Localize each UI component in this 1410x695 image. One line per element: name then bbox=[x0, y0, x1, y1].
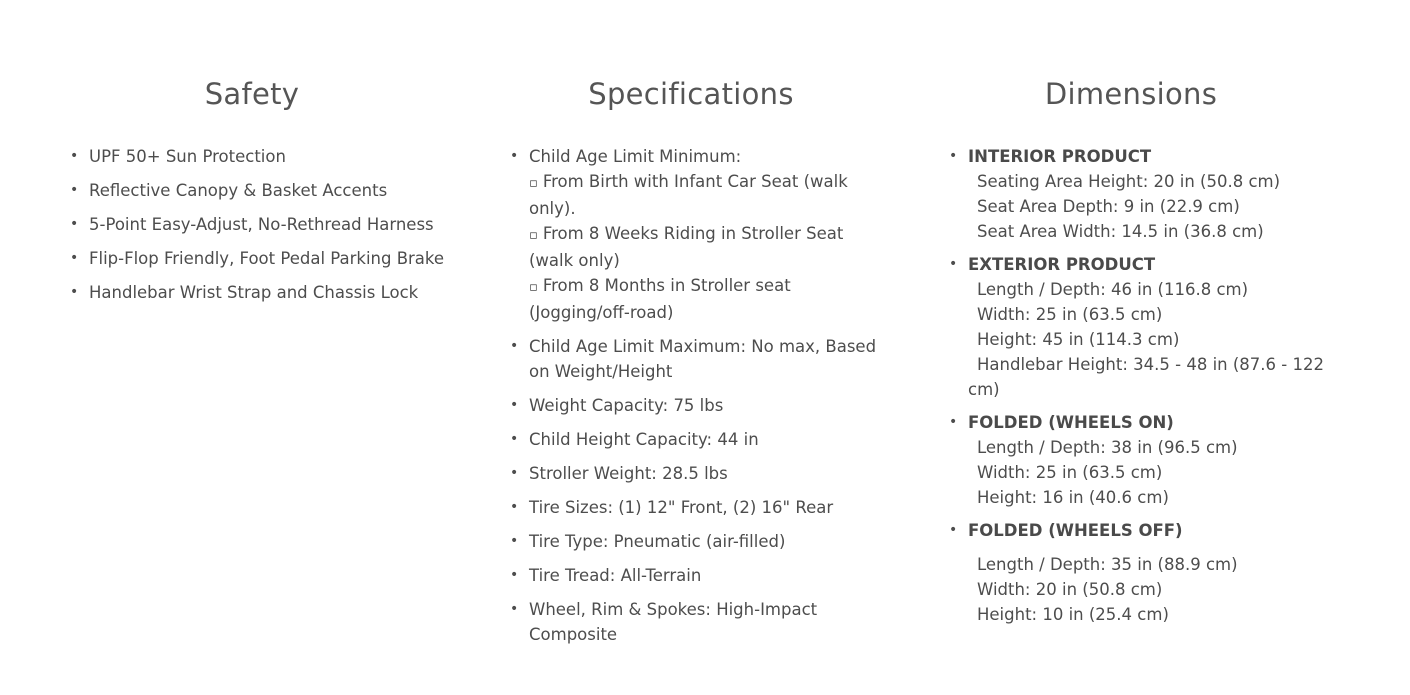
square-bullet-icon: ▫ bbox=[529, 280, 538, 295]
list-item-text: Stroller Weight: 28.5 lbs bbox=[529, 464, 728, 483]
dimension-group-heading: FOLDED (WHEELS OFF) bbox=[968, 521, 1183, 540]
list-item bbox=[496, 334, 890, 384]
dimension-group bbox=[936, 410, 1326, 510]
bullet-icon: • bbox=[510, 601, 519, 617]
list-item bbox=[496, 529, 890, 554]
sub-item bbox=[529, 273, 890, 325]
dimension-line: Width: 25 in (63.5 cm) bbox=[977, 463, 1163, 482]
list-item-text: UPF 50+ Sun Protection bbox=[89, 147, 286, 166]
bullet-icon: • bbox=[70, 182, 79, 198]
list-item bbox=[56, 280, 448, 305]
list-item-text: Child Age Limit Maximum: No max, Based on Weight/Height bbox=[529, 337, 877, 381]
bullet-icon: • bbox=[949, 256, 958, 272]
sub-item-text: From Birth with Infant Car Seat (walk only). bbox=[529, 172, 848, 218]
bullet-icon: • bbox=[510, 397, 519, 413]
bullet-icon: • bbox=[510, 338, 519, 354]
specifications-section bbox=[496, 74, 890, 644]
bullet-icon: • bbox=[70, 148, 79, 164]
bullet-icon: • bbox=[949, 522, 958, 538]
list-item-text: Child Height Capacity: 44 in bbox=[529, 430, 759, 449]
list-item bbox=[496, 427, 890, 452]
list-item-text: Flip-Flop Friendly, Foot Pedal Parking Brake bbox=[89, 249, 445, 268]
dimension-group bbox=[936, 252, 1326, 402]
list-item bbox=[496, 597, 890, 647]
dimension-group-heading: FOLDED (WHEELS ON) bbox=[968, 413, 1174, 432]
specifications-heading: Specifications bbox=[588, 77, 794, 111]
square-bullet-icon: ▫ bbox=[529, 176, 538, 191]
dimension-line: Length / Depth: 35 in (88.9 cm) bbox=[977, 555, 1238, 574]
bullet-icon: • bbox=[510, 567, 519, 583]
dimensions-heading: Dimensions bbox=[1044, 77, 1218, 111]
bullet-icon: • bbox=[510, 465, 519, 481]
dimension-group bbox=[936, 144, 1326, 244]
dimension-line: Height: 45 in (114.3 cm) bbox=[977, 330, 1180, 349]
bullet-icon: • bbox=[949, 414, 958, 430]
list-item bbox=[56, 178, 448, 203]
list-item-text: Tire Type: Pneumatic (air-filled) bbox=[529, 532, 786, 551]
list-item bbox=[496, 144, 890, 325]
safety-list bbox=[56, 144, 448, 314]
bullet-icon: • bbox=[510, 148, 519, 164]
list-item bbox=[496, 495, 890, 520]
list-item bbox=[496, 461, 890, 486]
list-item bbox=[56, 144, 448, 169]
list-item-text: Wheel, Rim & Spokes: High-Impact Composite bbox=[529, 600, 818, 644]
bullet-icon: • bbox=[70, 216, 79, 232]
list-item-text: Tire Tread: All-Terrain bbox=[529, 566, 702, 585]
list-item bbox=[496, 393, 890, 418]
list-item bbox=[56, 212, 448, 237]
age-min-label: Child Age Limit Minimum: bbox=[529, 147, 742, 166]
safety-heading: Safety bbox=[204, 77, 300, 111]
list-item-text: Reflective Canopy & Basket Accents bbox=[89, 181, 388, 200]
sub-item bbox=[529, 221, 890, 273]
dimension-group-heading: INTERIOR PRODUCT bbox=[968, 147, 1152, 166]
dimension-line: Seat Area Width: 14.5 in (36.8 cm) bbox=[977, 222, 1264, 241]
bullet-icon: • bbox=[70, 284, 79, 300]
bullet-icon: • bbox=[949, 148, 958, 164]
dimension-group bbox=[936, 518, 1326, 627]
sub-item-text: From 8 Weeks Riding in Stroller Seat (walk only) bbox=[529, 224, 844, 270]
bullet-icon: • bbox=[510, 431, 519, 447]
dimension-line: Length / Depth: 38 in (96.5 cm) bbox=[977, 438, 1238, 457]
spacer bbox=[968, 543, 1326, 552]
list-item-text: Handlebar Wrist Strap and Chassis Lock bbox=[89, 283, 419, 302]
square-bullet-icon: ▫ bbox=[529, 228, 538, 243]
dimension-line: Height: 10 in (25.4 cm) bbox=[977, 605, 1169, 624]
list-item bbox=[56, 246, 448, 271]
dimension-line: Length / Depth: 46 in (116.8 cm) bbox=[977, 280, 1249, 299]
list-item-text: Tire Sizes: (1) 12" Front, (2) 16" Rear bbox=[529, 498, 834, 517]
bullet-icon: • bbox=[510, 499, 519, 515]
dimension-line: Width: 20 in (50.8 cm) bbox=[977, 580, 1163, 599]
dimensions-list bbox=[936, 144, 1326, 635]
specifications-list bbox=[496, 144, 890, 656]
sub-item-text: From 8 Months in Stroller seat (Jogging/off-road) bbox=[529, 276, 791, 322]
list-item bbox=[496, 563, 890, 588]
bullet-icon: • bbox=[510, 533, 519, 549]
dimension-line: Seat Area Depth: 9 in (22.9 cm) bbox=[977, 197, 1240, 216]
dimension-line: Seating Area Height: 20 in (50.8 cm) bbox=[977, 172, 1281, 191]
dimension-line: Width: 25 in (63.5 cm) bbox=[977, 305, 1163, 324]
dimension-line: Handlebar Height: 34.5 - 48 in (87.6 - 122 cm) bbox=[968, 355, 1324, 399]
safety-section bbox=[56, 74, 448, 302]
sub-item bbox=[529, 169, 890, 221]
list-item-text: 5-Point Easy-Adjust, No-Rethread Harness bbox=[89, 215, 434, 234]
dimensions-section bbox=[936, 74, 1326, 624]
dimension-line: Height: 16 in (40.6 cm) bbox=[977, 488, 1169, 507]
dimension-group-heading: EXTERIOR PRODUCT bbox=[968, 255, 1156, 274]
list-item-text: Weight Capacity: 75 lbs bbox=[529, 396, 724, 415]
bullet-icon: • bbox=[70, 250, 79, 266]
